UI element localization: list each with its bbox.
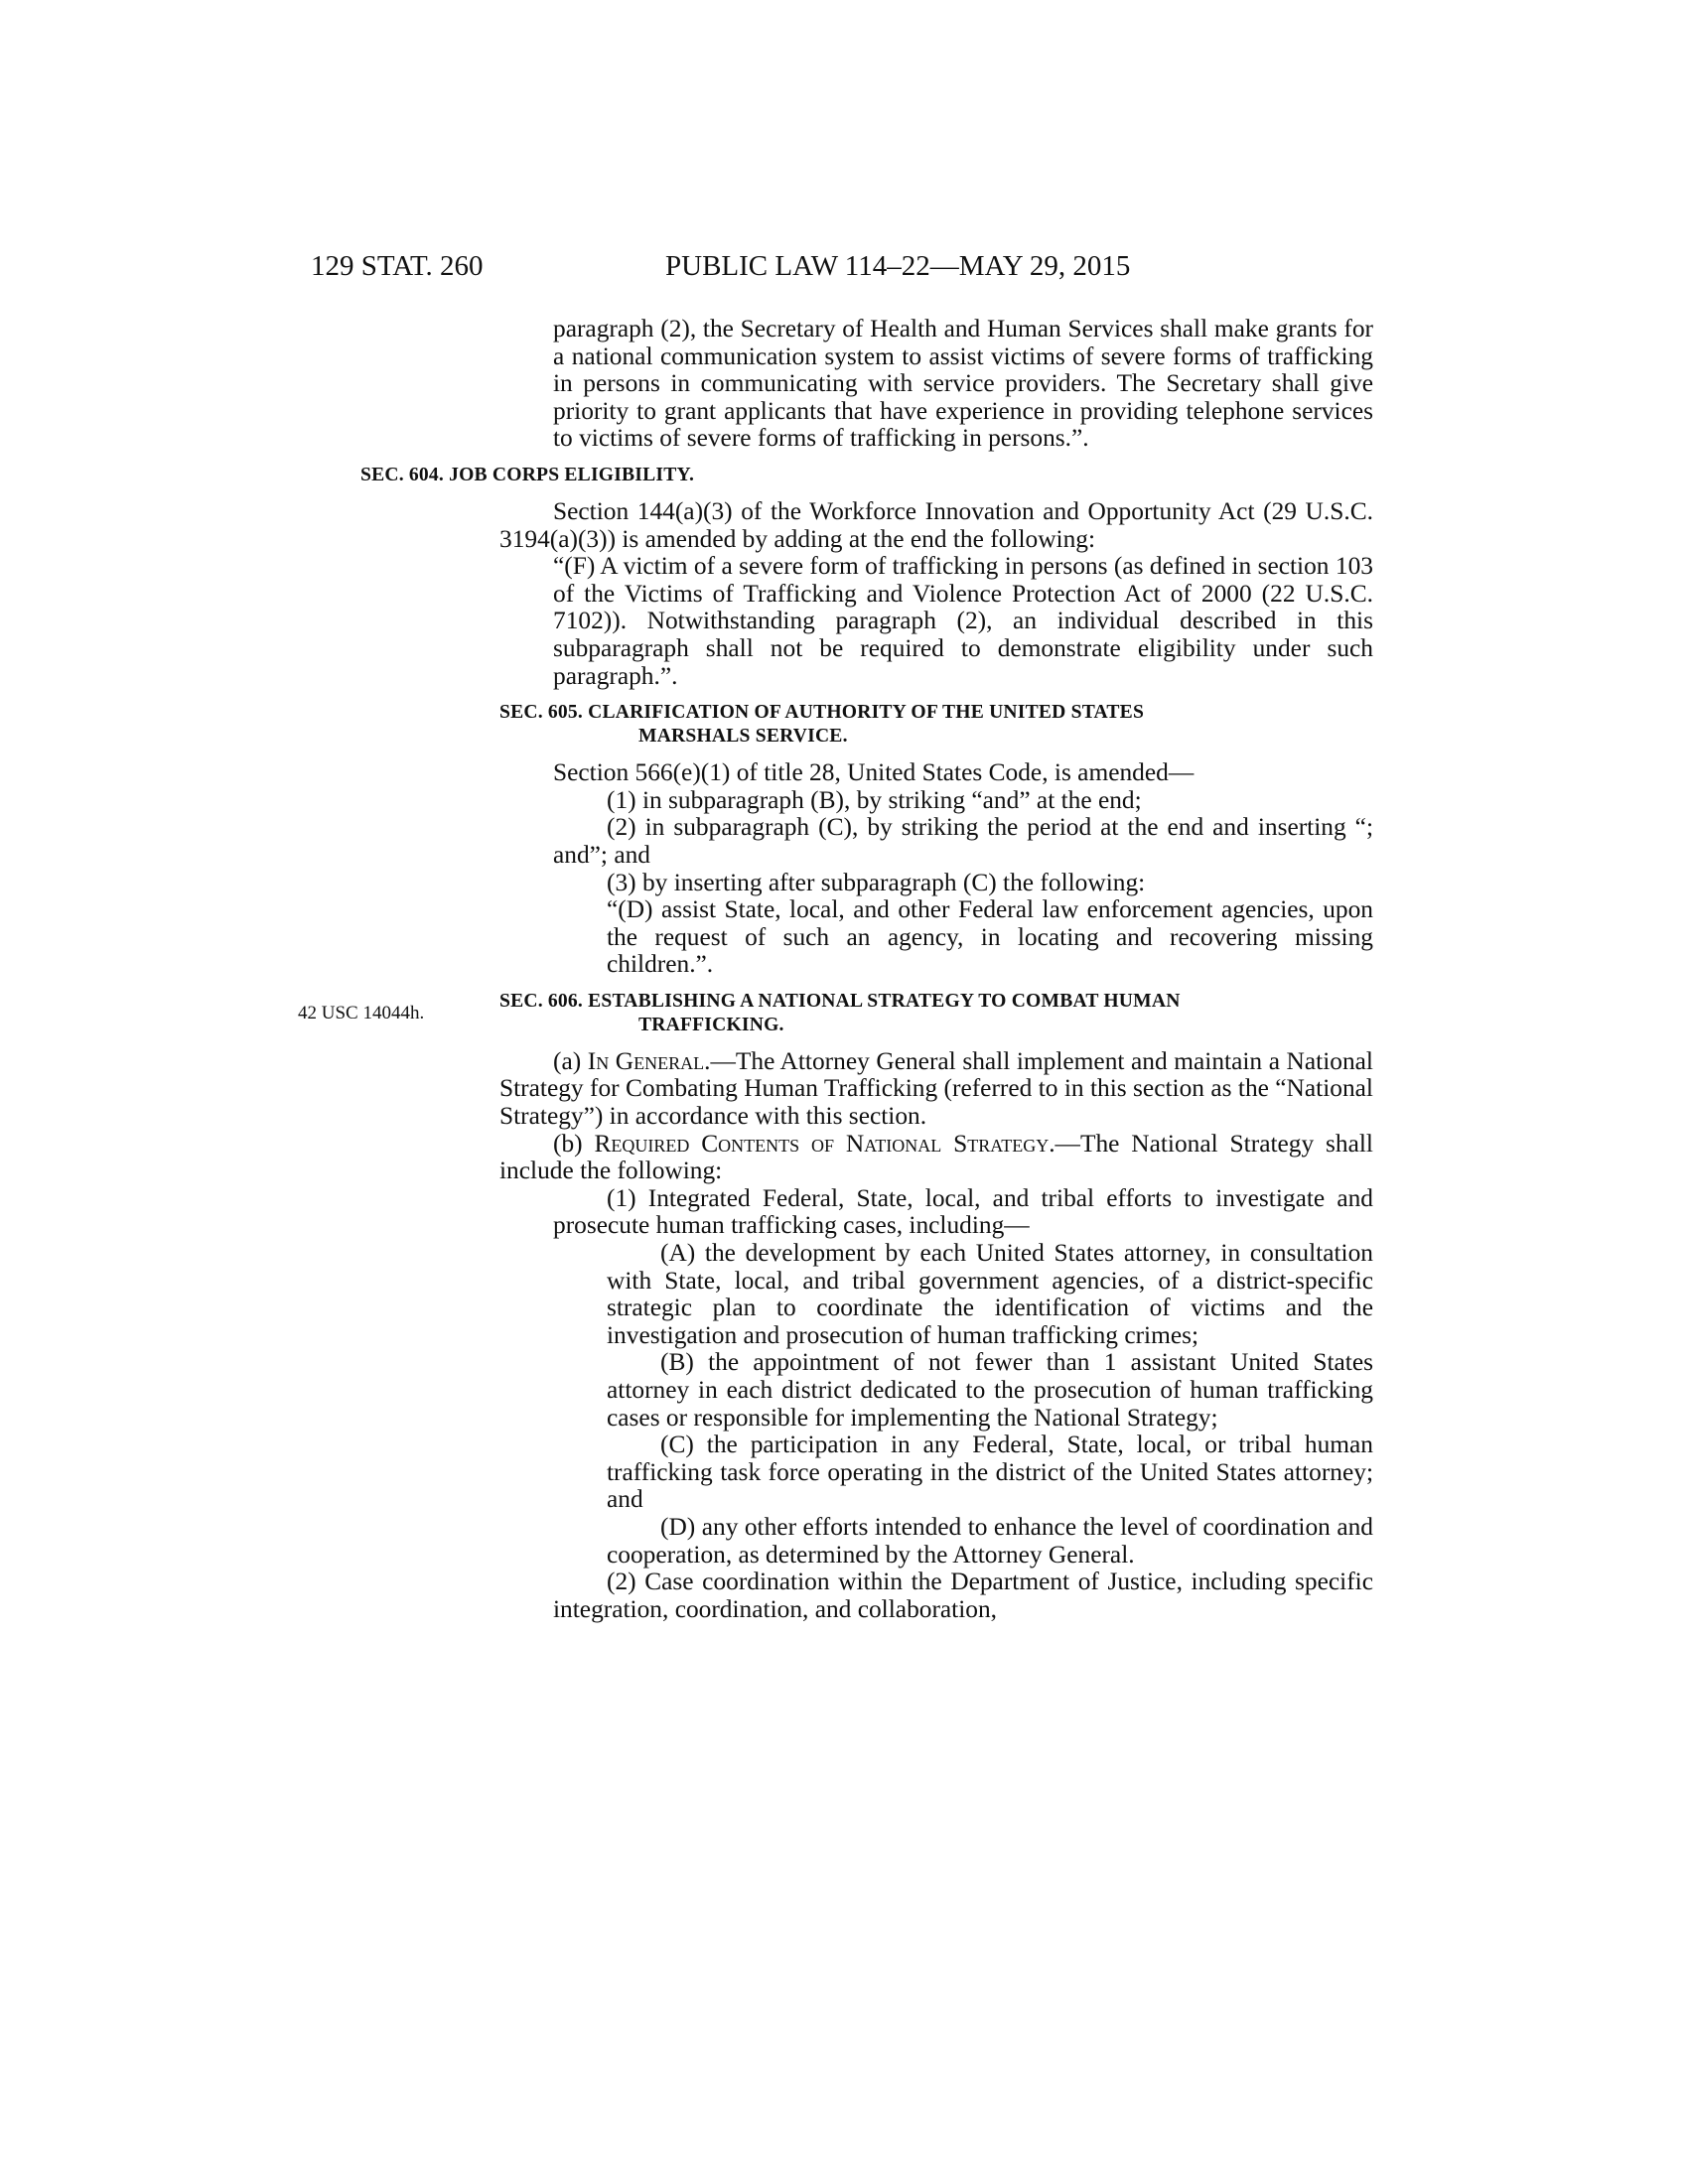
section-605-quoted-subparagraph-d <box>499 896 1373 979</box>
section-605-heading-line2: MARSHALS SERVICE. <box>638 726 848 748</box>
section-606-subsection-b <box>499 1131 1373 1185</box>
section-606-item-2: (2) Case coordination within the Department of Justice, including specific integration, coordination, and collaboration, <box>553 1568 1373 1623</box>
section-605-item-3: (3) by inserting after subparagraph (C) the following: <box>607 868 1146 896</box>
page-header <box>311 248 1373 284</box>
section-605-quoted-d-text: “(D) assist State, local, and other Federal law enforcement agencies, upon the request of such an agency, in locating and recovering missing children.”. <box>607 895 1373 979</box>
public-law-heading: PUBLIC LAW 114–22—MAY 29, 2015 <box>665 250 1131 282</box>
section-606-heading-line1: SEC. 606. ESTABLISHING A NATIONAL STRATEGY TO COMBAT HUMAN <box>499 990 1181 1012</box>
section-606-subsection-a <box>499 1048 1373 1131</box>
section-606-heading-line2: TRAFFICKING. <box>638 1014 784 1035</box>
section-604-intro: Section 144(a)(3) of the Workforce Innovation and Opportunity Act (29 U.S.C. 3194(a)(3)) is amended by adding at the end the following: <box>499 496 1373 553</box>
section-606 <box>298 990 1373 1037</box>
subsection-a-text: .—The Attorney General shall implement and maintain a National Strategy for Combating Human Trafficking (referred to in this section as the “National Strategy”) in accordance with this section. <box>499 1046 1373 1131</box>
continuation-paragraph: paragraph (2), the Secretary of Health and Human Services shall make grants for a national communication system to assist victims of severe forms of trafficking in persons in communicating with service providers. The Secretary shall give priority to grant applicants that have experience in providing telephone services to victims of severe forms of trafficking in persons.”. <box>553 315 1373 453</box>
section-606-item-1: (1) Integrated Federal, State, local, and tribal efforts to investigate and prosecute human trafficking cases, including— <box>553 1183 1373 1240</box>
subsection-b-label: (b) <box>553 1129 595 1158</box>
section-605-item-1: (1) in subparagraph (B), by striking “and” at the end; <box>607 785 1142 814</box>
section-606-item-1-b: (B) the appointment of not fewer than 1 assistant United States attorney in each district dedicated to the prosecution of human trafficking cases or responsible for implementing the National Strategy; <box>607 1348 1373 1432</box>
margin-citation-note: 42 USC 14044h. <box>298 1002 425 1024</box>
subsection-a-caption: In General <box>587 1046 705 1075</box>
section-604-quoted-subparagraph-f: “(F) A victim of a severe form of trafficking in persons (as defined in section 103 of the Victims of Trafficking and Violence Protection Act of 2000 (22 U.S.C. 7102)). Notwithstanding paragraph (2), an individual described in this subparagraph shall not be required to demonstrate eligibility under such paragraph.”. <box>553 552 1373 690</box>
section-604-heading: SEC. 604. JOB CORPS ELIGIBILITY. <box>360 464 695 485</box>
subsection-a-label: (a) <box>553 1046 588 1075</box>
section-606-item-1-c: (C) the participation in any Federal, State, local, or tribal human trafficking task force operating in the district of the United States attorney; and <box>607 1431 1373 1514</box>
subsection-b-text: .—The National Strategy shall include the following: <box>499 1129 1373 1185</box>
section-605-item-2: (2) in subparagraph (C), by striking the period at the end and inserting “; and”; and <box>553 813 1373 869</box>
section-605-heading <box>499 701 1373 749</box>
section-606-item-1-a: (A) the development by each United States attorney, in consultation with State, local, and tribal government agencies, of a district-specific strategic plan to coordinate the identification of victims and the investigation and prosecution of human trafficking crimes; <box>607 1239 1373 1349</box>
section-605-intro: Section 566(e)(1) of title 28, United States Code, is amended— <box>553 758 1195 787</box>
subsection-b-caption: Required Contents of National Strategy <box>594 1129 1050 1158</box>
statute-page-reference: 129 STAT. 260 <box>311 250 484 282</box>
document-body <box>298 315 1373 1623</box>
section-606-item-1-d: (D) any other efforts intended to enhance the level of coordination and cooperation, as determined by the Attorney General. <box>607 1512 1373 1569</box>
section-605-heading-line1: SEC. 605. CLARIFICATION OF AUTHORITY OF THE UNITED STATES <box>499 702 1145 724</box>
section-606-heading <box>499 990 1373 1037</box>
